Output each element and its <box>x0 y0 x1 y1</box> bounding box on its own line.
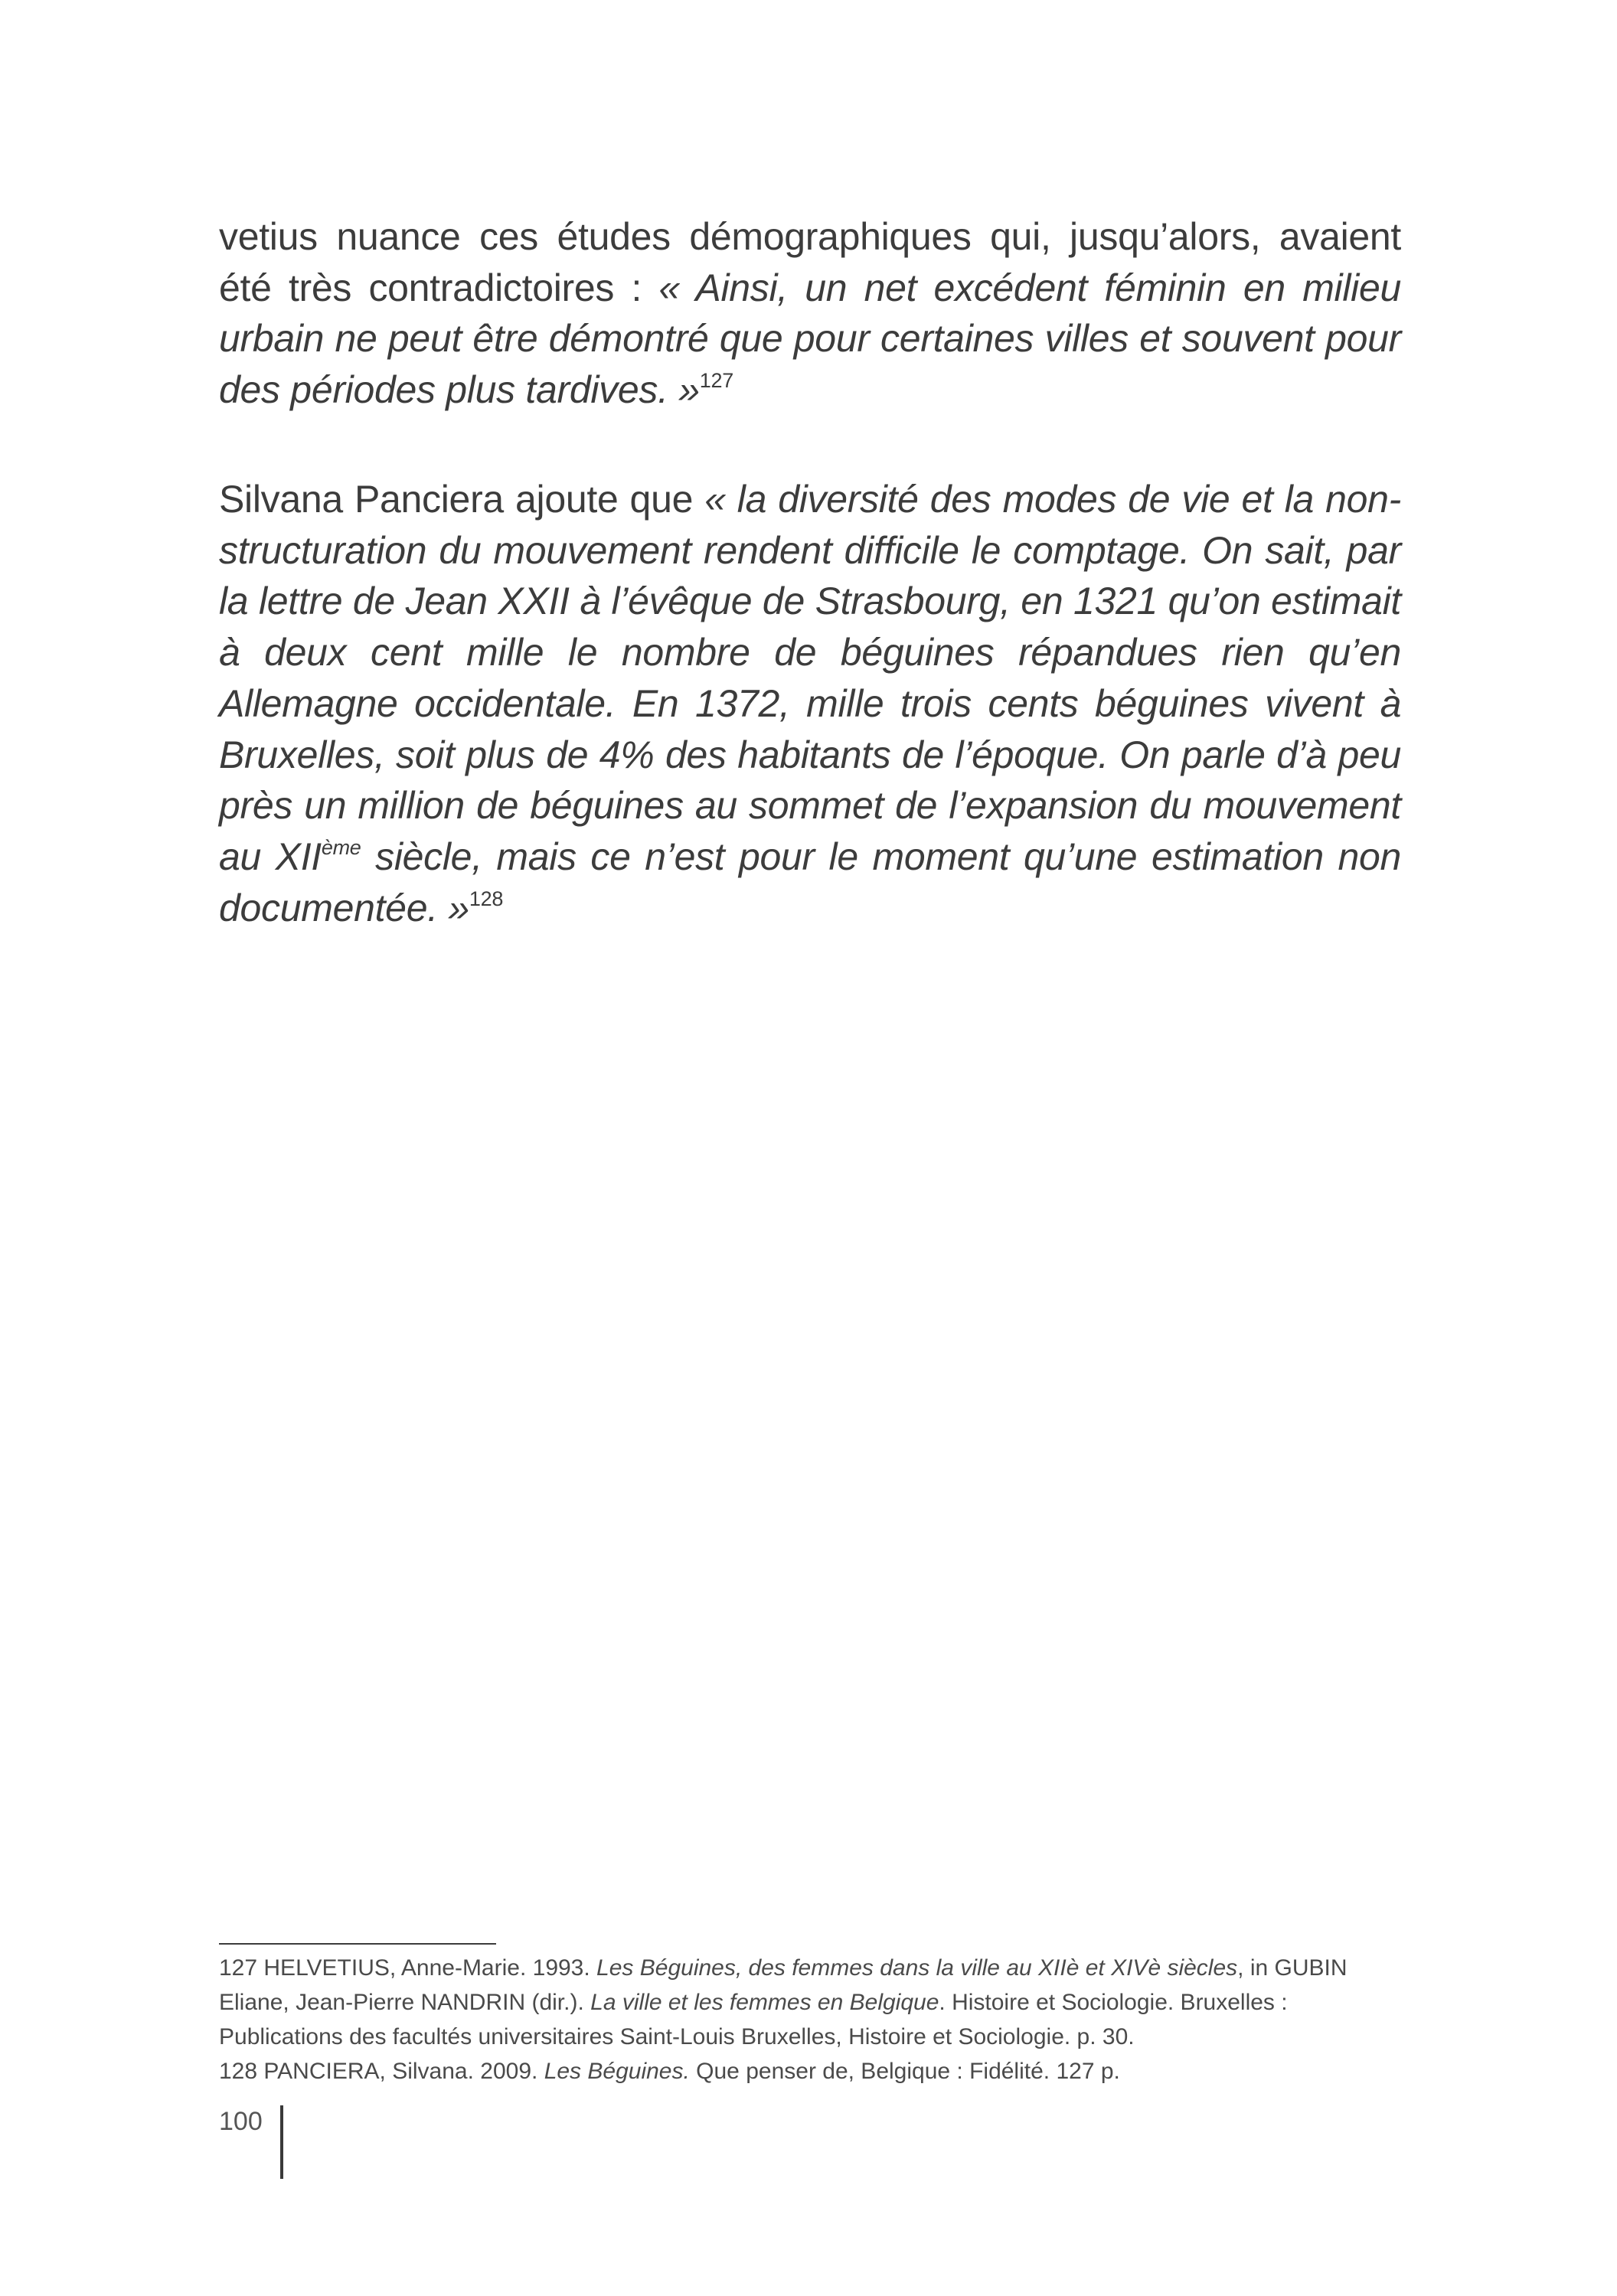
footnote-128-title: Les Béguines. <box>544 2059 690 2084</box>
footnote-127-book: La ville et les femmes en Belgique <box>590 1990 939 2015</box>
footnote-127-suffix: . Histoire et Sociologie. Bruxelles : Publications des facultés universitaires Saint-Louis Bruxelles, Histoire et Sociologie. p. 30. <box>219 1990 1288 2049</box>
paragraph-2-lead: Silvana Panciera ajoute que <box>219 478 705 521</box>
page-number: 100 <box>219 2107 263 2136</box>
footnote-ref-128[interactable]: 128 <box>469 887 504 910</box>
paragraph-2 <box>219 474 1401 933</box>
paragraph-1 <box>219 211 1401 416</box>
footnote-127-middle: , in GUBIN Eliane, Jean-Pierre NANDRIN (dir.). <box>219 1955 1348 2015</box>
footnote-128-suffix: Que penser de, Belgique : Fidélité. 127 p. <box>689 2059 1120 2084</box>
footnote-divider <box>219 1943 496 1945</box>
footnote-127 <box>219 1951 1401 2054</box>
footnote-128 <box>219 2054 1401 2089</box>
footnote-ref-127[interactable]: 127 <box>699 369 733 393</box>
footnote-128-prefix: 128 PANCIERA, Silvana. 2009. <box>219 2059 544 2084</box>
paragraph-2-quote-part2: siècle, mais ce n’est pour le moment qu’une estimation non documentée. » <box>219 834 1401 929</box>
footnotes <box>219 1951 1401 2089</box>
paragraph-1-lead: vetius nuance ces études démographiques qui, jusqu’alors, avaient été très contradictoires : <box>219 215 1401 309</box>
paragraph-1-quote: « Ainsi, un net excédent féminin en milieu urbain ne peut être démontré que pour certaines villes et souvent pour des périodes plus tardives. » <box>219 266 1401 412</box>
footnote-127-title: Les Béguines, des femmes dans la ville au XIIè et XIVè siècles <box>596 1955 1238 1981</box>
page-number-divider <box>280 2105 283 2179</box>
footnote-127-prefix: 127 HELVETIUS, Anne-Marie. 1993. <box>219 1955 597 1981</box>
century-superscript: ème <box>321 836 361 860</box>
paragraph-2-quote-part1: « la diversité des modes de vie et la non-structuration du mouvement rendent difficile le comptage. On sait, par la lettre de Jean XXII à l’évêque de Strasbourg, en 1321 qu’on estimait à deux cent mille le nombre de béguines répandues rien qu’en Allemagne occidentale. En 1372, mille trois cents béguines vivent à Bruxelles, soit plus de 4% des habitants de l’époque. On parle d’à peu près un million de béguines au sommet de l’expansion du mouvement au XII <box>219 478 1401 878</box>
